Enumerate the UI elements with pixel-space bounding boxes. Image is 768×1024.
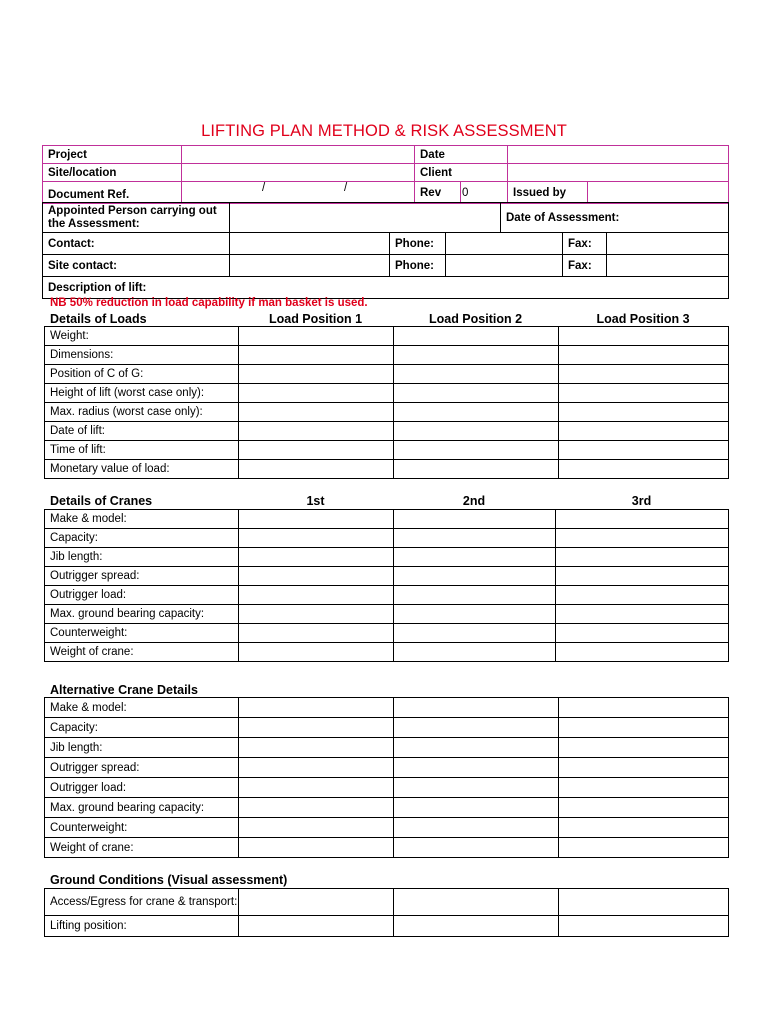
row-label: Counterweight:: [45, 818, 239, 838]
input-cell[interactable]: [394, 327, 559, 346]
input-cell[interactable]: [239, 758, 394, 778]
input-cell[interactable]: [394, 384, 559, 403]
input-cell[interactable]: [559, 798, 729, 818]
input-cell[interactable]: [394, 738, 559, 758]
input-cell[interactable]: [239, 529, 394, 548]
table-row: [45, 510, 729, 529]
input-cell[interactable]: [559, 738, 729, 758]
input-cell[interactable]: [556, 567, 729, 586]
input-cell[interactable]: [556, 643, 729, 662]
client-field[interactable]: [508, 164, 729, 182]
appointed-person-field[interactable]: [230, 203, 501, 233]
input-cell[interactable]: [556, 624, 729, 643]
row-label: Position of C of G:: [45, 365, 239, 384]
input-cell[interactable]: [394, 916, 559, 937]
input-cell[interactable]: [394, 889, 559, 916]
input-cell[interactable]: [239, 586, 394, 605]
client-label: Client: [415, 164, 508, 182]
row-label: Jib length:: [45, 548, 239, 567]
input-cell[interactable]: [559, 327, 729, 346]
input-cell[interactable]: [239, 327, 394, 346]
input-cell[interactable]: [239, 778, 394, 798]
row-label: Outrigger spread:: [45, 758, 239, 778]
table-row: [45, 818, 729, 838]
input-cell[interactable]: [239, 460, 394, 479]
row-label: Jib length:: [45, 738, 239, 758]
row-label: Monetary value of load:: [45, 460, 239, 479]
document-ref-field[interactable]: [182, 182, 415, 204]
input-cell[interactable]: [239, 698, 394, 718]
row-label: Outrigger spread:: [45, 567, 239, 586]
table-row: [45, 327, 729, 346]
input-cell[interactable]: [239, 567, 394, 586]
input-cell[interactable]: [239, 605, 394, 624]
row-label: Capacity:: [45, 529, 239, 548]
input-cell[interactable]: [394, 441, 559, 460]
input-cell[interactable]: [239, 889, 394, 916]
loads-table: [44, 326, 729, 479]
input-cell[interactable]: [394, 548, 556, 567]
phone-field[interactable]: [446, 233, 563, 255]
appointed-person-label: Appointed Person carrying out the Assessment:: [43, 203, 230, 233]
input-cell[interactable]: [559, 384, 729, 403]
row-label: Access/Egress for crane & transport:: [45, 889, 239, 916]
phone-label: Phone:: [390, 233, 446, 255]
input-cell[interactable]: [394, 818, 559, 838]
input-cell[interactable]: [239, 916, 394, 937]
cranes-heading: Details of Cranes: [50, 494, 153, 508]
input-cell[interactable]: [394, 586, 556, 605]
input-cell[interactable]: [394, 605, 556, 624]
input-cell[interactable]: [394, 510, 556, 529]
table-row: [45, 738, 729, 758]
table-row: [45, 460, 729, 479]
load-position-1-header: Load Position 1: [268, 312, 363, 326]
input-cell[interactable]: [559, 818, 729, 838]
rev-label: Rev: [415, 182, 461, 204]
issued-by-label: Issued by: [508, 182, 588, 204]
row-label: Height of lift (worst case only):: [45, 384, 239, 403]
date-separator: /: [344, 182, 348, 194]
input-cell[interactable]: [559, 365, 729, 384]
input-cell[interactable]: [239, 643, 394, 662]
input-cell[interactable]: [559, 889, 729, 916]
input-cell[interactable]: [239, 798, 394, 818]
assessment-info-table: [42, 202, 729, 299]
fax-label: Fax:: [563, 233, 607, 255]
input-cell[interactable]: [239, 403, 394, 422]
row-label: Weight:: [45, 327, 239, 346]
header-table: [42, 145, 729, 204]
table-row: [45, 718, 729, 738]
input-cell[interactable]: [239, 818, 394, 838]
table-row: [45, 624, 729, 643]
table-row: [45, 778, 729, 798]
phone-label: Phone:: [390, 255, 446, 277]
site-location-field[interactable]: [182, 164, 415, 182]
ground-heading: Ground Conditions (Visual assessment): [50, 873, 288, 887]
input-cell[interactable]: [394, 698, 559, 718]
crane-3rd-header: 3rd: [631, 494, 652, 508]
project-label: Project: [43, 146, 182, 164]
input-cell[interactable]: [559, 403, 729, 422]
fax-field[interactable]: [607, 255, 729, 277]
site-location-label: Site/location: [43, 164, 182, 182]
row-label: Outrigger load:: [45, 778, 239, 798]
contact-field[interactable]: [230, 233, 390, 255]
load-position-3-header: Load Position 3: [596, 312, 690, 326]
man-basket-note: NB 50% reduction in load capability if man basket is used.: [50, 297, 368, 309]
input-cell[interactable]: [559, 441, 729, 460]
input-cell[interactable]: [559, 838, 729, 858]
description-of-lift-field[interactable]: Description of lift:: [43, 277, 729, 299]
fax-label: Fax:: [563, 255, 607, 277]
load-position-2-header: Load Position 2: [428, 312, 523, 326]
table-row: [45, 838, 729, 858]
row-label: Max. ground bearing capacity:: [45, 605, 239, 624]
input-cell[interactable]: [559, 698, 729, 718]
input-cell[interactable]: [556, 605, 729, 624]
table-row: [45, 346, 729, 365]
document-title: LIFTING PLAN METHOD & RISK ASSESSMENT: [201, 122, 567, 140]
row-label: Weight of crane:: [45, 643, 239, 662]
table-row: [45, 643, 729, 662]
row-label: Date of lift:: [45, 422, 239, 441]
ground-table: [44, 888, 729, 937]
contact-label: Contact:: [43, 233, 230, 255]
input-cell[interactable]: [556, 548, 729, 567]
document-ref-label: Document Ref.: [43, 182, 182, 204]
input-cell[interactable]: [394, 838, 559, 858]
input-cell[interactable]: [239, 422, 394, 441]
input-cell[interactable]: [559, 718, 729, 738]
input-cell[interactable]: [394, 365, 559, 384]
input-cell[interactable]: [394, 778, 559, 798]
alt-cranes-table: [44, 697, 729, 858]
table-row: [45, 441, 729, 460]
input-cell[interactable]: [394, 643, 556, 662]
site-contact-label: Site contact:: [43, 255, 230, 277]
rev-field[interactable]: 0: [461, 182, 508, 204]
input-cell[interactable]: [239, 838, 394, 858]
date-of-assessment-label: Date of Assessment:: [501, 203, 729, 233]
input-cell[interactable]: [559, 778, 729, 798]
input-cell[interactable]: [556, 510, 729, 529]
table-row: [45, 586, 729, 605]
input-cell[interactable]: [559, 346, 729, 365]
row-label: Time of lift:: [45, 441, 239, 460]
input-cell[interactable]: [394, 422, 559, 441]
row-label: Weight of crane:: [45, 838, 239, 858]
table-row: [45, 384, 729, 403]
table-row: [45, 529, 729, 548]
date-label: Date: [415, 146, 508, 164]
table-row: [45, 798, 729, 818]
date-separator: /: [262, 182, 266, 194]
project-field[interactable]: [182, 146, 415, 164]
input-cell[interactable]: [394, 718, 559, 738]
input-cell[interactable]: [559, 916, 729, 937]
table-row: [45, 889, 729, 916]
row-label: Outrigger load:: [45, 586, 239, 605]
row-label: Max. radius (worst case only):: [45, 403, 239, 422]
input-cell[interactable]: [559, 422, 729, 441]
crane-2nd-header: 2nd: [462, 494, 486, 508]
input-cell[interactable]: [394, 624, 556, 643]
input-cell[interactable]: [239, 624, 394, 643]
table-row: [45, 698, 729, 718]
input-cell[interactable]: [394, 567, 556, 586]
row-label: Make & model:: [45, 698, 239, 718]
input-cell[interactable]: [239, 346, 394, 365]
input-cell[interactable]: [394, 346, 559, 365]
table-row: [45, 365, 729, 384]
table-row: [45, 548, 729, 567]
table-row: [45, 422, 729, 441]
row-label: Max. ground bearing capacity:: [45, 798, 239, 818]
cranes-table: [44, 509, 729, 662]
row-label: Dimensions:: [45, 346, 239, 365]
input-cell[interactable]: [394, 798, 559, 818]
site-contact-field[interactable]: [230, 255, 390, 277]
date-field[interactable]: [508, 146, 729, 164]
input-cell[interactable]: [239, 384, 394, 403]
input-cell[interactable]: [556, 586, 729, 605]
input-cell[interactable]: [394, 758, 559, 778]
input-cell[interactable]: [394, 403, 559, 422]
input-cell[interactable]: [239, 548, 394, 567]
phone-field[interactable]: [446, 255, 563, 277]
fax-field[interactable]: [607, 233, 729, 255]
row-label: Counterweight:: [45, 624, 239, 643]
table-row: [45, 605, 729, 624]
table-row: [45, 758, 729, 778]
alt-cranes-heading: Alternative Crane Details: [50, 683, 198, 697]
loads-heading: Details of Loads: [50, 312, 147, 326]
table-row: [45, 916, 729, 937]
input-cell[interactable]: [394, 529, 556, 548]
row-label: Lifting position:: [45, 916, 239, 937]
input-cell[interactable]: [239, 738, 394, 758]
input-cell[interactable]: [239, 718, 394, 738]
issued-by-field[interactable]: [588, 182, 729, 204]
input-cell[interactable]: [239, 510, 394, 529]
table-row: [45, 567, 729, 586]
input-cell[interactable]: [239, 441, 394, 460]
input-cell[interactable]: [394, 460, 559, 479]
crane-1st-header: 1st: [306, 494, 325, 508]
input-cell[interactable]: [556, 529, 729, 548]
row-label: Make & model:: [45, 510, 239, 529]
input-cell[interactable]: [559, 758, 729, 778]
input-cell[interactable]: [559, 460, 729, 479]
input-cell[interactable]: [239, 365, 394, 384]
table-row: [45, 403, 729, 422]
row-label: Capacity:: [45, 718, 239, 738]
